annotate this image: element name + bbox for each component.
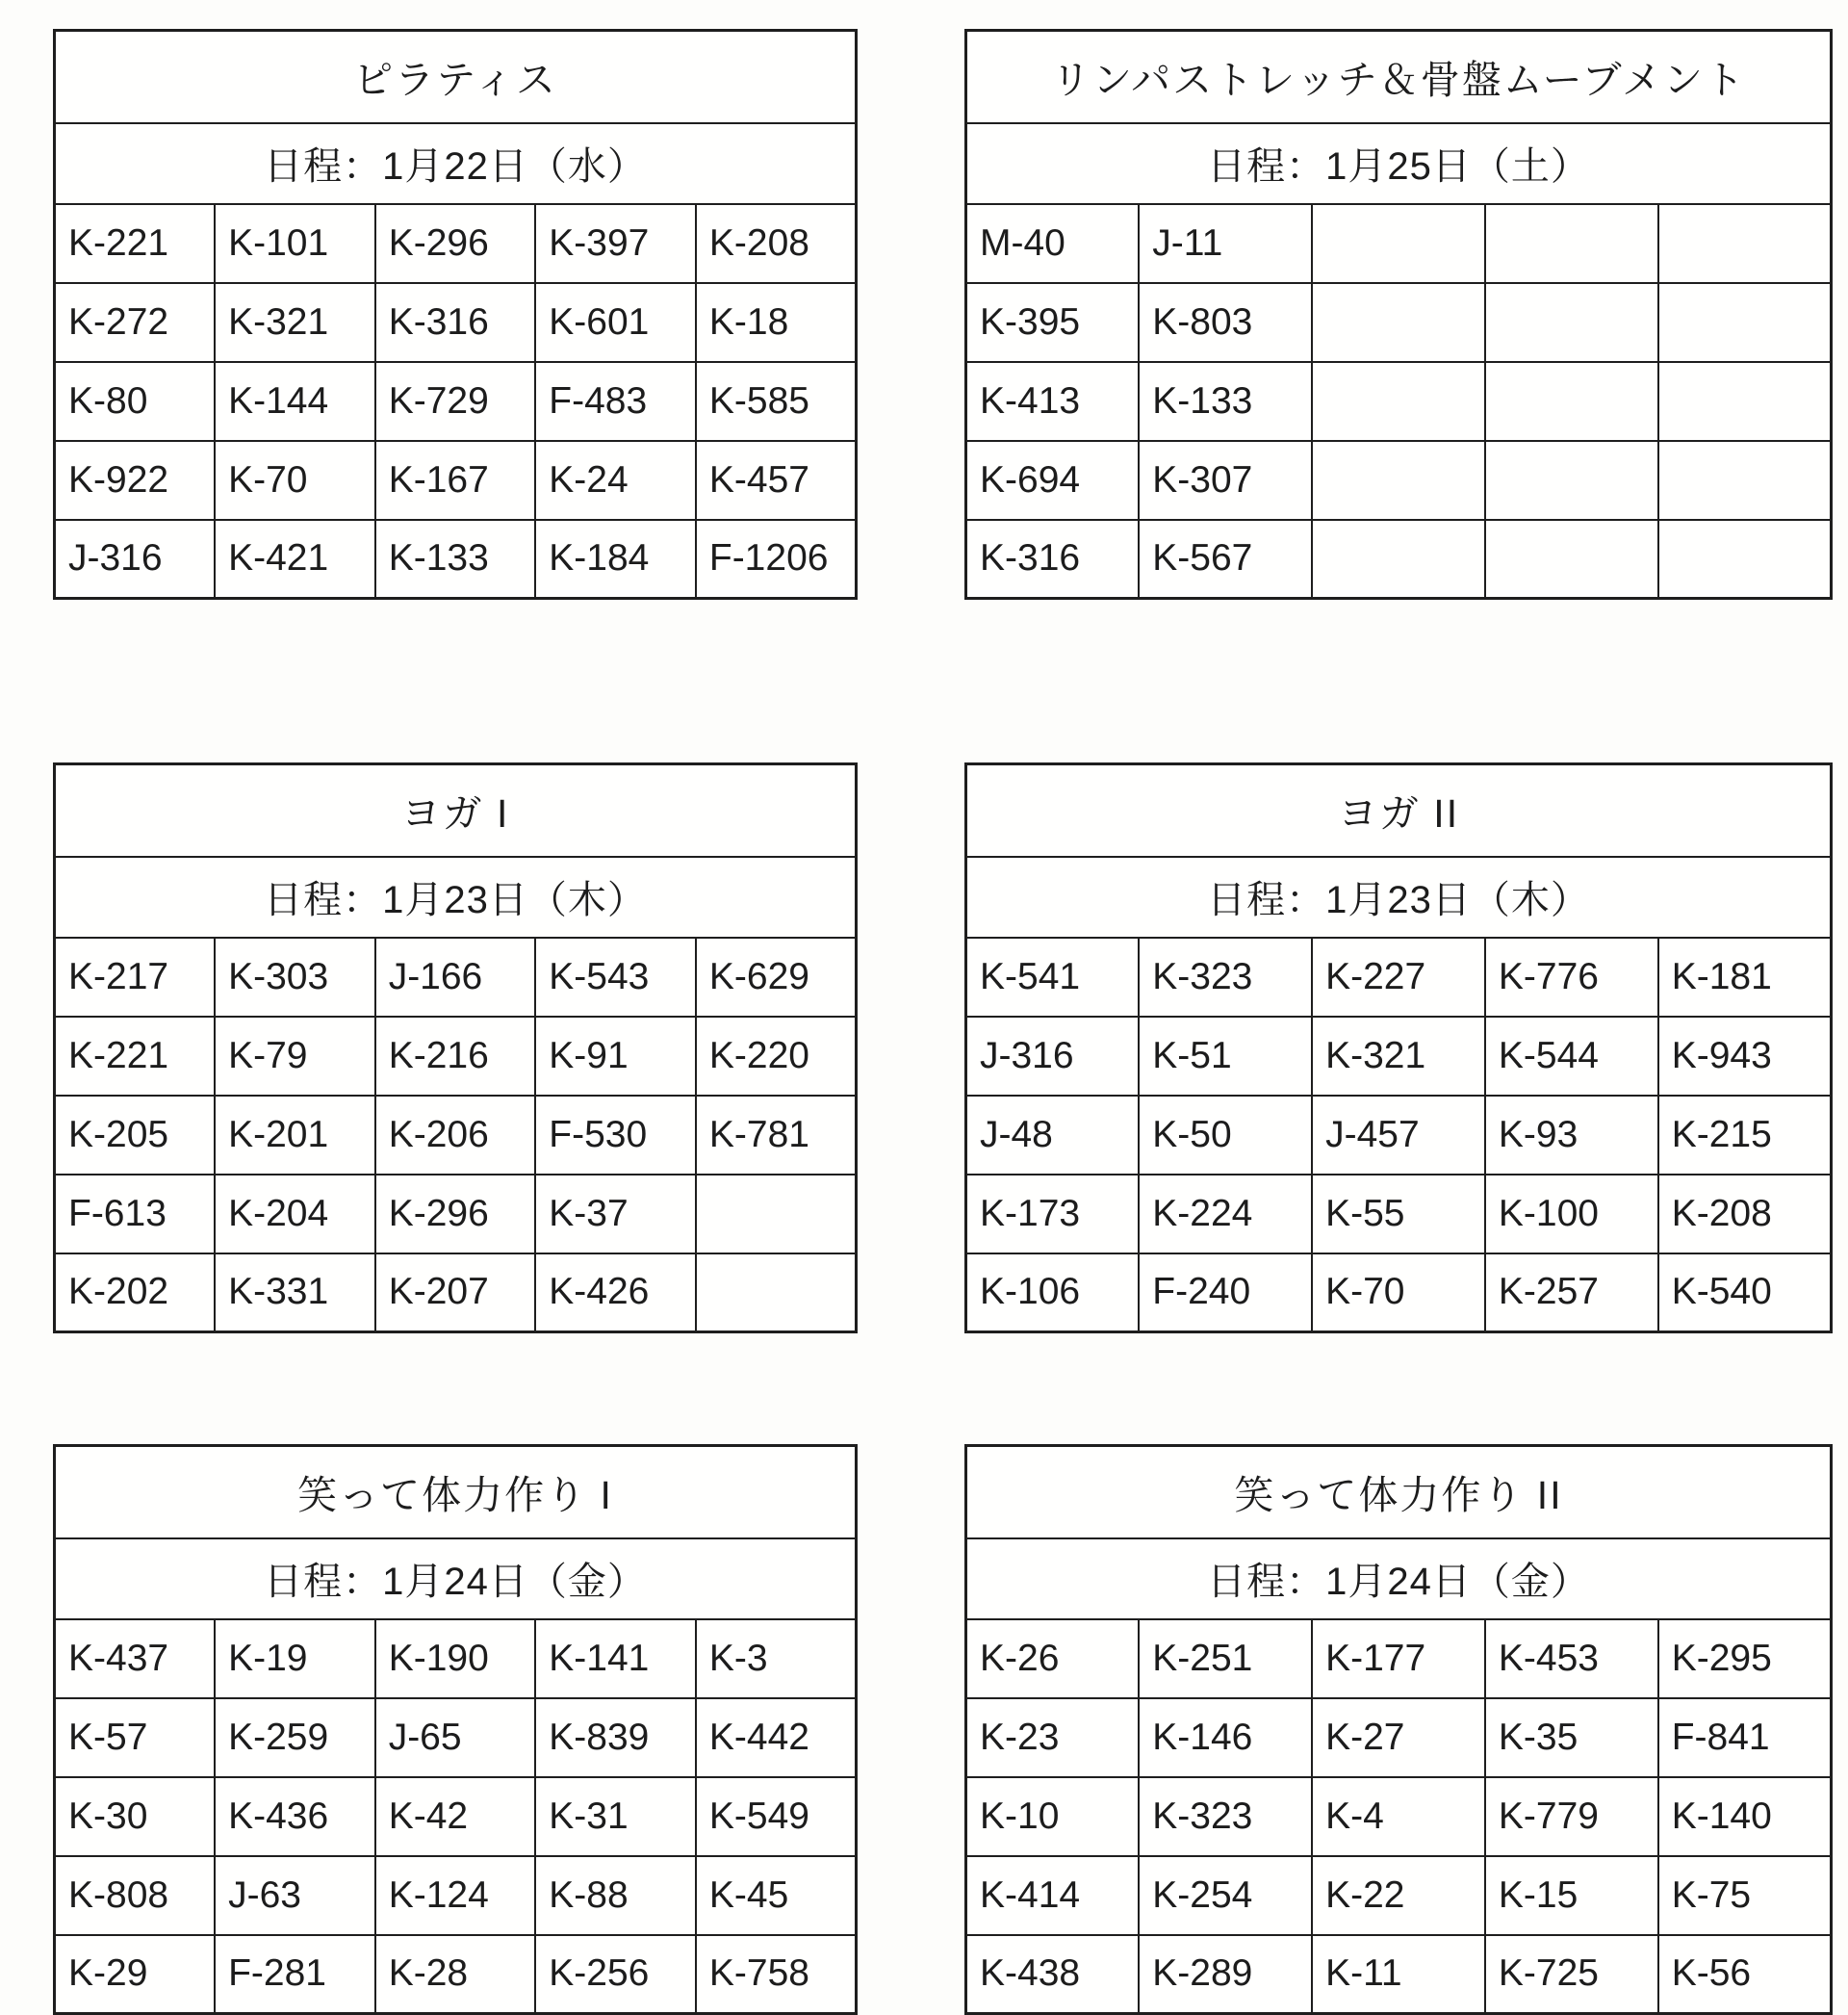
date-row <box>55 1538 857 1619</box>
member-code-cell: K-167 <box>375 441 536 520</box>
member-code-cell: K-26 <box>966 1619 1140 1698</box>
code-row <box>966 938 1832 1017</box>
title-row <box>966 764 1832 857</box>
date-row <box>55 857 857 938</box>
member-code-cell: K-28 <box>375 1935 536 2014</box>
code-row <box>966 283 1832 362</box>
member-code-cell: K-803 <box>1139 283 1312 362</box>
empty-cell <box>1485 204 1658 283</box>
code-row <box>966 1253 1832 1332</box>
code-row <box>966 520 1832 599</box>
code-row <box>55 1777 857 1856</box>
member-code-cell: K-30 <box>55 1777 216 1856</box>
member-code-cell: K-56 <box>1658 1935 1832 2014</box>
empty-cell <box>1312 520 1485 599</box>
member-code-cell: K-202 <box>55 1253 216 1332</box>
code-row <box>966 1619 1832 1698</box>
member-code-cell: K-50 <box>1139 1096 1312 1175</box>
class-table-laugh-fitness-2 <box>964 1444 1833 2015</box>
member-code-cell: K-205 <box>55 1096 216 1175</box>
member-code-cell: K-10 <box>966 1777 1140 1856</box>
member-code-cell: K-395 <box>966 283 1140 362</box>
code-row <box>55 441 857 520</box>
table-title: ヨガ II <box>966 764 1832 857</box>
member-code-cell: J-11 <box>1139 204 1312 283</box>
member-code-cell: K-190 <box>375 1619 536 1698</box>
table-date: 日程：1月22日（水） <box>55 123 857 204</box>
member-code-cell: K-91 <box>535 1017 696 1096</box>
member-code-cell: F-1206 <box>696 520 857 599</box>
member-code-cell: K-567 <box>1139 520 1312 599</box>
member-code-cell: K-256 <box>535 1935 696 2014</box>
member-code-cell: K-629 <box>696 938 857 1017</box>
member-code-cell: K-295 <box>1658 1619 1832 1698</box>
member-code-cell: K-37 <box>535 1175 696 1253</box>
member-code-cell: J-316 <box>966 1017 1140 1096</box>
member-code-cell: K-438 <box>966 1935 1140 2014</box>
member-code-cell: K-133 <box>1139 362 1312 441</box>
member-code-cell: K-35 <box>1485 1698 1658 1777</box>
member-code-cell: K-316 <box>375 283 536 362</box>
date-row <box>966 1538 1832 1619</box>
title-row <box>55 31 857 123</box>
member-code-cell: K-321 <box>1312 1017 1485 1096</box>
member-code-cell: K-208 <box>1658 1175 1832 1253</box>
member-code-cell: K-922 <box>55 441 216 520</box>
member-code-cell: F-240 <box>1139 1253 1312 1332</box>
member-code-cell: K-27 <box>1312 1698 1485 1777</box>
code-row <box>966 1096 1832 1175</box>
member-code-cell: K-173 <box>966 1175 1140 1253</box>
empty-cell <box>696 1175 857 1253</box>
empty-cell <box>1485 441 1658 520</box>
code-row <box>55 204 857 283</box>
empty-cell <box>1312 362 1485 441</box>
member-code-cell: K-133 <box>375 520 536 599</box>
member-code-cell: K-224 <box>1139 1175 1312 1253</box>
member-code-cell: K-426 <box>535 1253 696 1332</box>
member-code-cell: K-106 <box>966 1253 1140 1332</box>
member-code-cell: F-613 <box>55 1175 216 1253</box>
member-code-cell: J-166 <box>375 938 536 1017</box>
member-code-cell: K-215 <box>1658 1096 1832 1175</box>
title-row <box>966 31 1832 123</box>
member-code-cell: K-70 <box>1312 1253 1485 1332</box>
member-code-cell: J-48 <box>966 1096 1140 1175</box>
member-code-cell: K-88 <box>535 1856 696 1935</box>
member-code-cell: K-141 <box>535 1619 696 1698</box>
member-code-cell: K-70 <box>215 441 375 520</box>
member-code-cell: K-758 <box>696 1935 857 2014</box>
table-date: 日程：1月24日（金） <box>966 1538 1832 1619</box>
member-code-cell: K-943 <box>1658 1017 1832 1096</box>
empty-cell <box>1658 204 1832 283</box>
member-code-cell: K-124 <box>375 1856 536 1935</box>
member-code-cell: K-257 <box>1485 1253 1658 1332</box>
member-code-cell: K-437 <box>55 1619 216 1698</box>
member-code-cell: J-63 <box>215 1856 375 1935</box>
member-code-cell: K-3 <box>696 1619 857 1698</box>
empty-cell <box>1312 204 1485 283</box>
member-code-cell: K-296 <box>375 204 536 283</box>
class-table-yoga-1 <box>53 762 858 1333</box>
code-row <box>55 1017 857 1096</box>
date-row <box>966 857 1832 938</box>
empty-cell <box>1658 283 1832 362</box>
table-date: 日程：1月24日（金） <box>55 1538 857 1619</box>
member-code-cell: K-24 <box>535 441 696 520</box>
member-code-cell: K-839 <box>535 1698 696 1777</box>
member-code-cell: K-207 <box>375 1253 536 1332</box>
code-row <box>55 1096 857 1175</box>
member-code-cell: K-781 <box>696 1096 857 1175</box>
title-row <box>966 1446 1832 1538</box>
member-code-cell: F-530 <box>535 1096 696 1175</box>
member-code-cell: K-19 <box>215 1619 375 1698</box>
empty-cell <box>1312 441 1485 520</box>
empty-cell <box>1658 520 1832 599</box>
title-row <box>55 1446 857 1538</box>
member-code-cell: K-436 <box>215 1777 375 1856</box>
member-code-cell: K-272 <box>55 283 216 362</box>
member-code-cell: K-184 <box>535 520 696 599</box>
code-row <box>966 1935 1832 2014</box>
member-code-cell: K-541 <box>966 938 1140 1017</box>
member-code-cell: K-11 <box>1312 1935 1485 2014</box>
code-row <box>55 1253 857 1332</box>
member-code-cell: K-808 <box>55 1856 216 1935</box>
code-row <box>966 1017 1832 1096</box>
member-code-cell: K-4 <box>1312 1777 1485 1856</box>
member-code-cell: K-601 <box>535 283 696 362</box>
member-code-cell: K-42 <box>375 1777 536 1856</box>
empty-cell <box>1658 441 1832 520</box>
member-code-cell: K-259 <box>215 1698 375 1777</box>
member-code-cell: K-29 <box>55 1935 216 2014</box>
member-code-cell: K-694 <box>966 441 1140 520</box>
table-date: 日程：1月25日（土） <box>966 123 1832 204</box>
member-code-cell: K-216 <box>375 1017 536 1096</box>
member-code-cell: M-40 <box>966 204 1140 283</box>
member-code-cell: K-543 <box>535 938 696 1017</box>
date-row <box>966 123 1832 204</box>
member-code-cell: K-316 <box>966 520 1140 599</box>
member-code-cell: K-220 <box>696 1017 857 1096</box>
code-row <box>55 1175 857 1253</box>
member-code-cell: K-227 <box>1312 938 1485 1017</box>
member-code-cell: F-483 <box>535 362 696 441</box>
member-code-cell: K-544 <box>1485 1017 1658 1096</box>
member-code-cell: F-841 <box>1658 1698 1832 1777</box>
member-code-cell: K-321 <box>215 283 375 362</box>
member-code-cell: K-421 <box>215 520 375 599</box>
member-code-cell: K-442 <box>696 1698 857 1777</box>
member-code-cell: K-217 <box>55 938 216 1017</box>
member-code-cell: F-281 <box>215 1935 375 2014</box>
member-code-cell: K-206 <box>375 1096 536 1175</box>
code-row <box>966 1698 1832 1777</box>
table-title: ヨガ I <box>55 764 857 857</box>
code-row <box>55 1619 857 1698</box>
member-code-cell: K-779 <box>1485 1777 1658 1856</box>
code-row <box>55 1698 857 1777</box>
class-table-yoga-2 <box>964 762 1833 1333</box>
member-code-cell: K-75 <box>1658 1856 1832 1935</box>
title-row <box>55 764 857 857</box>
member-code-cell: K-22 <box>1312 1856 1485 1935</box>
member-code-cell: K-457 <box>696 441 857 520</box>
table-title: ピラティス <box>55 31 857 123</box>
member-code-cell: K-100 <box>1485 1175 1658 1253</box>
member-code-cell: K-397 <box>535 204 696 283</box>
member-code-cell: K-23 <box>966 1698 1140 1777</box>
member-code-cell: K-303 <box>215 938 375 1017</box>
member-code-cell: K-51 <box>1139 1017 1312 1096</box>
member-code-cell: K-140 <box>1658 1777 1832 1856</box>
member-code-cell: K-289 <box>1139 1935 1312 2014</box>
member-code-cell: K-93 <box>1485 1096 1658 1175</box>
member-code-cell: K-307 <box>1139 441 1312 520</box>
empty-cell <box>1658 362 1832 441</box>
member-code-cell: K-331 <box>215 1253 375 1332</box>
code-row <box>966 441 1832 520</box>
member-code-cell: K-453 <box>1485 1619 1658 1698</box>
member-code-cell: K-18 <box>696 283 857 362</box>
member-code-cell: K-15 <box>1485 1856 1658 1935</box>
member-code-cell: K-144 <box>215 362 375 441</box>
code-row <box>55 1935 857 2014</box>
member-code-cell: K-414 <box>966 1856 1140 1935</box>
code-row <box>55 1856 857 1935</box>
member-code-cell: K-31 <box>535 1777 696 1856</box>
empty-cell <box>696 1253 857 1332</box>
code-row <box>966 1175 1832 1253</box>
member-code-cell: J-316 <box>55 520 216 599</box>
member-code-cell: K-729 <box>375 362 536 441</box>
member-code-cell: K-323 <box>1139 1777 1312 1856</box>
member-code-cell: K-254 <box>1139 1856 1312 1935</box>
member-code-cell: K-79 <box>215 1017 375 1096</box>
member-code-cell: K-146 <box>1139 1698 1312 1777</box>
member-code-cell: K-177 <box>1312 1619 1485 1698</box>
member-code-cell: K-413 <box>966 362 1140 441</box>
empty-cell <box>1312 283 1485 362</box>
table-title: 笑って体力作り I <box>55 1446 857 1538</box>
member-code-cell: K-549 <box>696 1777 857 1856</box>
class-table-lymph-stretch-pelvis-movement <box>964 29 1833 600</box>
code-row <box>55 362 857 441</box>
code-row <box>966 1856 1832 1935</box>
class-table-pilates <box>53 29 858 600</box>
member-code-cell: K-181 <box>1658 938 1832 1017</box>
member-code-cell: K-221 <box>55 1017 216 1096</box>
code-row <box>966 1777 1832 1856</box>
table-title: 笑って体力作り II <box>966 1446 1832 1538</box>
member-code-cell: K-323 <box>1139 938 1312 1017</box>
member-code-cell: J-457 <box>1312 1096 1485 1175</box>
code-row <box>966 204 1832 283</box>
table-date: 日程：1月23日（木） <box>55 857 857 938</box>
member-code-cell: K-45 <box>696 1856 857 1935</box>
member-code-cell: K-201 <box>215 1096 375 1175</box>
code-row <box>55 938 857 1017</box>
member-code-cell: K-80 <box>55 362 216 441</box>
code-row <box>55 283 857 362</box>
member-code-cell: K-55 <box>1312 1175 1485 1253</box>
member-code-cell: K-540 <box>1658 1253 1832 1332</box>
empty-cell <box>1485 520 1658 599</box>
member-code-cell: J-65 <box>375 1698 536 1777</box>
code-row <box>55 520 857 599</box>
member-code-cell: K-221 <box>55 204 216 283</box>
table-date: 日程：1月23日（木） <box>966 857 1832 938</box>
member-code-cell: K-204 <box>215 1175 375 1253</box>
member-code-cell: K-208 <box>696 204 857 283</box>
code-row <box>966 362 1832 441</box>
table-title: リンパストレッチ＆骨盤ムーブメント <box>966 31 1832 123</box>
class-table-laugh-fitness-1 <box>53 1444 858 2015</box>
member-code-cell: K-585 <box>696 362 857 441</box>
empty-cell <box>1485 283 1658 362</box>
member-code-cell: K-251 <box>1139 1619 1312 1698</box>
empty-cell <box>1485 362 1658 441</box>
member-code-cell: K-57 <box>55 1698 216 1777</box>
member-code-cell: K-101 <box>215 204 375 283</box>
member-code-cell: K-296 <box>375 1175 536 1253</box>
member-code-cell: K-725 <box>1485 1935 1658 2014</box>
member-code-cell: K-776 <box>1485 938 1658 1017</box>
date-row <box>55 123 857 204</box>
